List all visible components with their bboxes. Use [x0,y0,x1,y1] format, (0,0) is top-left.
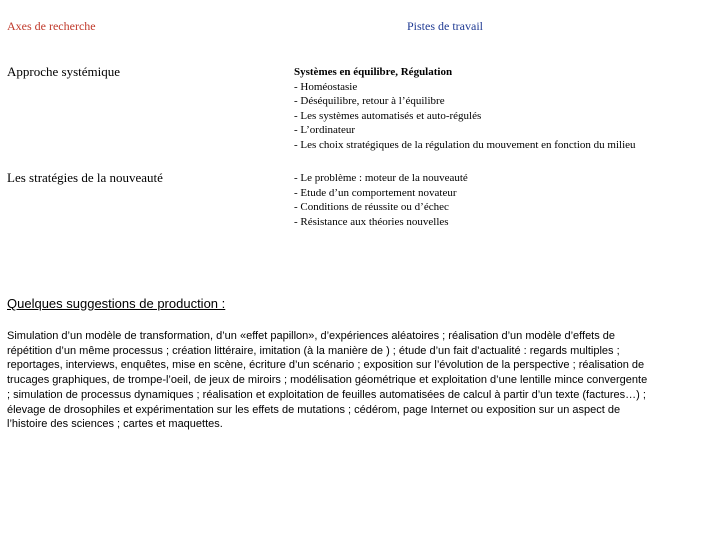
track-item: - Les choix stratégiques de la régulation du mouvement en fonction du milieu [294,138,636,151]
suggestions-text: Simulation d’un modèle de transformation, d’un «effet papillon», d’expériences aléatoires ; réalisation d’un modèle d’effets de répétition d’un même processus ; création littéraire, imitation (à la manière de ) ; étude d’un fait d’actualité : regards multiples ; reportages, interviews, enquêtes, mise en scène, écriture d’un scénario ; exposition sur l’évolution de la perspective ; réalisation de trucages graphiques, de trompe-l’oeil, de jeux de miroirs ; modélisation géométrique et exploitation d’une lentille mince convergente ; simulation de processus dynamiques ; réalisation et exploitation de feuilles automatisées de calcul à partir d’un texte (factures…) ; élevage de drosophiles et expérimentation sur les effets de mutations ; cédérom, page Internet ou exposition sur un aspect de l’histoire des sciences ; cartes et maquettes. [7,330,648,431]
track-item: - Conditions de réussite ou d’échec [294,201,449,214]
track-item: - Les systèmes automatisés et auto-régulés [294,109,482,122]
track-list-systemic [294,65,636,153]
track-item: - Déséquilibre, retour à l’équilibre [294,95,445,108]
track-item: - Résistance aux théories nouvelles [294,215,449,228]
track-list-novelty [294,171,468,229]
axis-title-novelty: Les stratégies de la nouveauté [7,170,163,185]
suggestions-title: Quelques suggestions de production : [7,296,226,311]
track-item: - Le problème : moteur de la nouveauté [294,172,468,184]
track-item: - Etude d’un comportement novateur [294,186,457,199]
track-item: - Homéostasie [294,80,358,93]
column-heading-work-tracks: Pistes de travail [407,19,483,33]
track-item: - L’ordinateur [294,124,355,137]
column-heading-research-axes: Axes de recherche [7,19,96,33]
axis-title-systemic: Approche systémique [7,64,121,79]
track-title: Systèmes en équilibre, Régulation [294,66,453,78]
